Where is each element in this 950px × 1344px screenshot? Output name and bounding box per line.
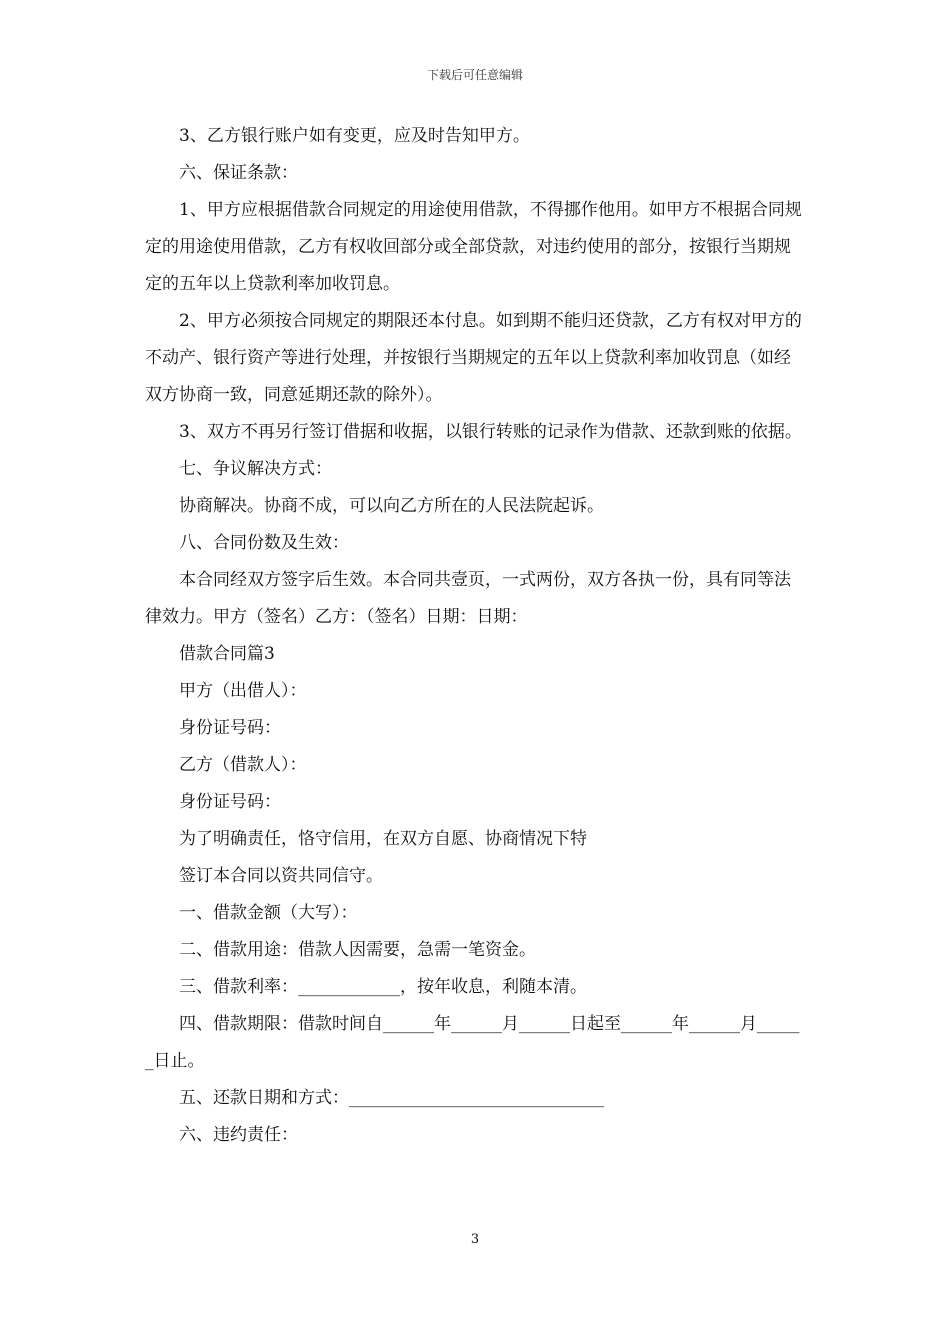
- clause-line: 六、违约责任：: [179, 1125, 298, 1145]
- paragraph: 协商解决。协商不成，可以向乙方所在的人民法院起诉。: [179, 496, 604, 516]
- clause-line: 四、借款期限：借款时间自______年______月______日起至______年______月______日止。: [145, 1014, 800, 1071]
- id-number-line: 身份证号码：: [179, 792, 281, 812]
- party-b-line: 乙方（借款人）：: [179, 755, 307, 775]
- paragraph: 本合同经双方签字后生效。本合同共壹页，一式两份，双方各执一份，具有同等法律效力。甲方（签名）乙方：（签名）日期：日期：: [145, 570, 791, 627]
- document-body: [145, 118, 805, 1154]
- id-number-line: 身份证号码：: [179, 718, 281, 738]
- paragraph: 1、甲方应根据借款合同规定的用途使用借款，不得挪作他用。如甲方不根据合同规定的用途使用借款，乙方有权收回部分或全部贷款，对违约使用的部分，按银行当期规定的五年以上贷款利率加收罚息。: [145, 200, 802, 294]
- section-heading: 七、争议解决方式：: [179, 459, 332, 479]
- contract-title: 借款合同篇3: [179, 644, 275, 664]
- clause-line: 二、借款用途：借款人因需要，急需一笔资金。: [179, 940, 536, 960]
- clause-line: 五、还款日期和方式：______________________________: [179, 1088, 604, 1108]
- paragraph: 3、乙方银行账户如有变更，应及时告知甲方。: [179, 126, 530, 146]
- party-a-line: 甲方（出借人）：: [179, 681, 307, 701]
- paragraph: 3、双方不再另行签订借据和收据，以银行转账的记录作为借款、还款到账的依据。: [179, 422, 802, 442]
- paragraph: 为了明确责任，恪守信用，在双方自愿、协商情况下特: [179, 829, 587, 849]
- section-heading: 八、合同份数及生效：: [179, 533, 349, 553]
- clause-line: 一、借款金额（大写）：: [179, 903, 358, 923]
- paragraph: 2、甲方必须按合同规定的期限还本付息。如到期不能归还贷款，乙方有权对甲方的不动产、银行资产等进行处理，并按银行当期规定的五年以上贷款利率加收罚息（如经双方协商一致，同意延期还款的除外）。: [145, 311, 802, 405]
- paragraph: 签订本合同以资共同信守。: [179, 866, 383, 886]
- page-number: 3: [470, 1232, 480, 1247]
- clause-line: 三、借款利率：____________，按年收息，利随本清。: [179, 977, 587, 997]
- page-header: 下载后可任意编辑: [426, 68, 523, 82]
- section-heading: 六、保证条款：: [179, 163, 298, 183]
